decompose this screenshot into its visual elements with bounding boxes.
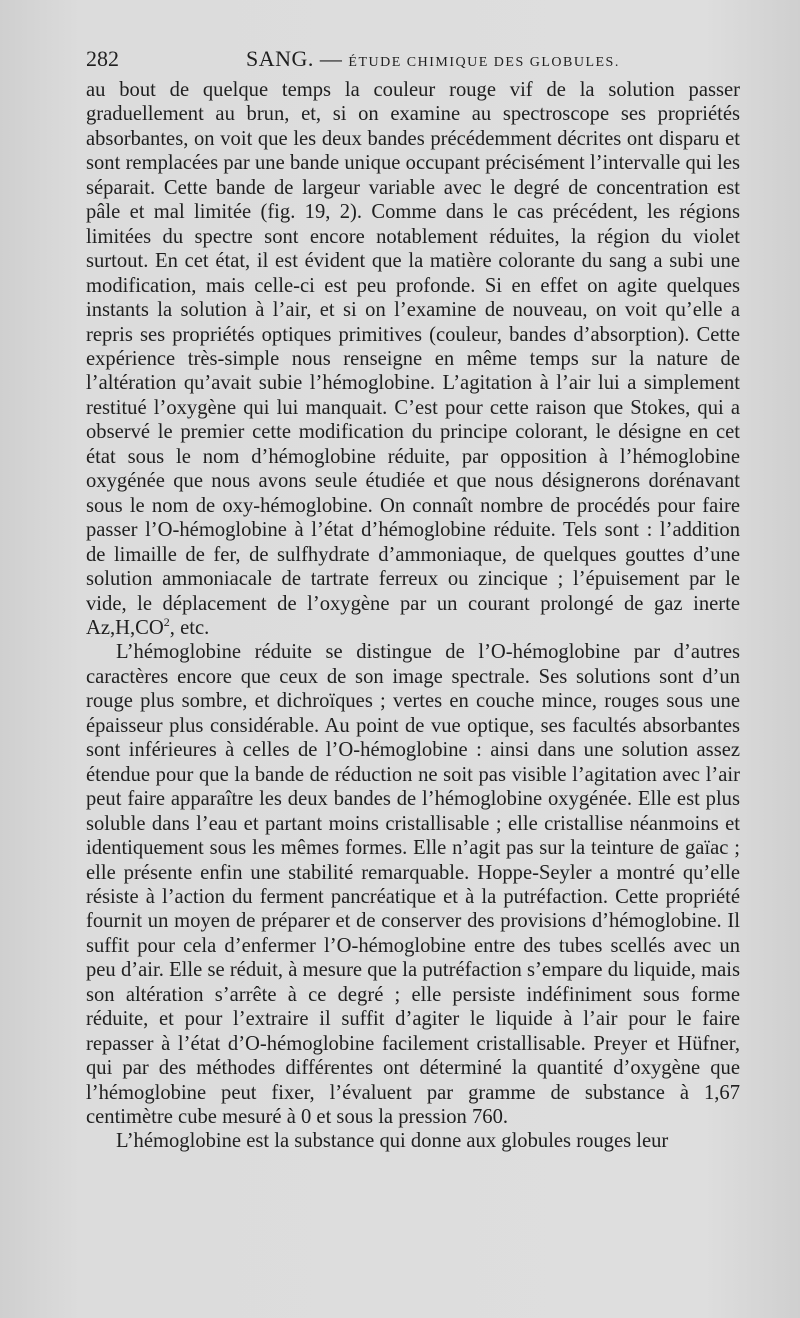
paragraph-1: [86, 78, 740, 640]
paragraph-1-tail: , etc.: [169, 616, 210, 639]
superscript-2: 2: [163, 615, 170, 630]
running-title: [246, 46, 620, 72]
chapter-subtitle: ÉTUDE CHIMIQUE DES GLOBULES.: [348, 55, 620, 70]
page-number: 282: [86, 46, 119, 71]
body-text: [86, 78, 740, 1154]
title-dash: —: [319, 46, 343, 71]
paragraph-3: L’hémoglobine est la substance qui donne aux globules rouges leur: [116, 1130, 669, 1153]
running-header: [86, 46, 750, 74]
section-title: SANG.: [246, 46, 314, 71]
paragraph-1-text: au bout de quelque temps la couleur rouge vif de la solution passer graduellement au brun, et, si on examine au spectroscope ses propriétés absorbantes, on voit que les deux bandes précédemment décrites ont disparu et sont remplacées par une bande unique occupant précisément l’intervalle qui les séparait. Cette bande de largeur variable avec le degré de concentration est pâle et mal limitée (fig. 19, 2). Comme dans le cas précédent, les régions limitées du spectre sont encore notablement réduites, la région du violet surtout. En cet état, il est évident que la matière colorante du sang a subi une modification, mais celle-ci est peu profonde. Si en effet on agite quelques instants la solution à l’air, et si on l’examine de nouveau, on voit qu’elle a repris ses propriétés optiques primitives (couleur, bandes d’absorption). Cette expérience très-simple nous renseigne en même temps sur la nature de l’altération qu’avait subie l’hémoglobine. L’agitation à l’air lui a simplement restitué l’oxygène qui lui manquait. C’est pour cette raison que Stokes, qui a observé le premier cette modification du principe colorant, le désigne en cet état sous le nom d’hémoglobine réduite, par opposition à l’hémoglobine oxygénée que nous avons seule étudiée et que nous désignerons dorénavant sous le nom de oxy-hémoglobine. On connaît nombre de procédés pour faire passer l’O-hémoglobine à l’état d’hémoglobine réduite. Tels sont : l’addition de limaille de fer, de sulfhydrate d’ammoniaque, de quelques gouttes d’une solution ammoniacale de tartrate ferreux ou zincique ; l’épuisement par le vide, le déplacement de l’oxygène par un courant prolongé de gaz inerte Az,H,CO: [86, 79, 740, 639]
paragraph-2: L’hémoglobine réduite se distingue de l’O-hémoglobine par d’autres caractères encore que ceux de son image spectrale. Ses solutions sont d’un rouge plus sombre, et dichroïques ; vertes en couche mince, rouges sous une épaisseur plus considérable. Au point de vue optique, ses facultés absorbantes sont inférieures à celles de l’O-hémoglobine : ainsi dans une solution assez étendue pour que la bande de réduction ne soit pas visible l’agitation avec l’air peut faire apparaître les deux bandes de l’hémoglobine oxygénée. Elle est plus soluble dans l’eau et partant moins cristallisable ; elle cristallise néanmoins et identiquement sous les mêmes formes. Elle n’agit pas sur la teinture de gaïac ; elle présente enfin une stabilité remarquable. Hoppe-Seyler a montré qu’elle résiste à l’action du ferment pancréatique et à la putréfaction. Cette propriété fournit un moyen de préparer et de conserver des provisions d’hémoglobine. Il suffit pour cela d’enfermer l’O-hémoglobine entre des tubes scellés avec un peu d’air. Elle se réduit, à mesure que la putréfaction s’empare du liquide, mais son altération s’arrête à ce degré ; elle persiste indéfiniment sous forme réduite, et pour l’extraire il suffit d’agiter le liquide à l’air pour le faire repasser à l’état d’O-hémoglobine facilement cristallisable. Preyer et Hüfner, qui par des méthodes différentes ont déterminé la quantité d’oxygène que l’hémoglobine peut fixer, l’évaluent par gramme de substance à 1,67 centimètre cube mesuré à 0 et sous la pression 760.: [86, 641, 740, 1129]
